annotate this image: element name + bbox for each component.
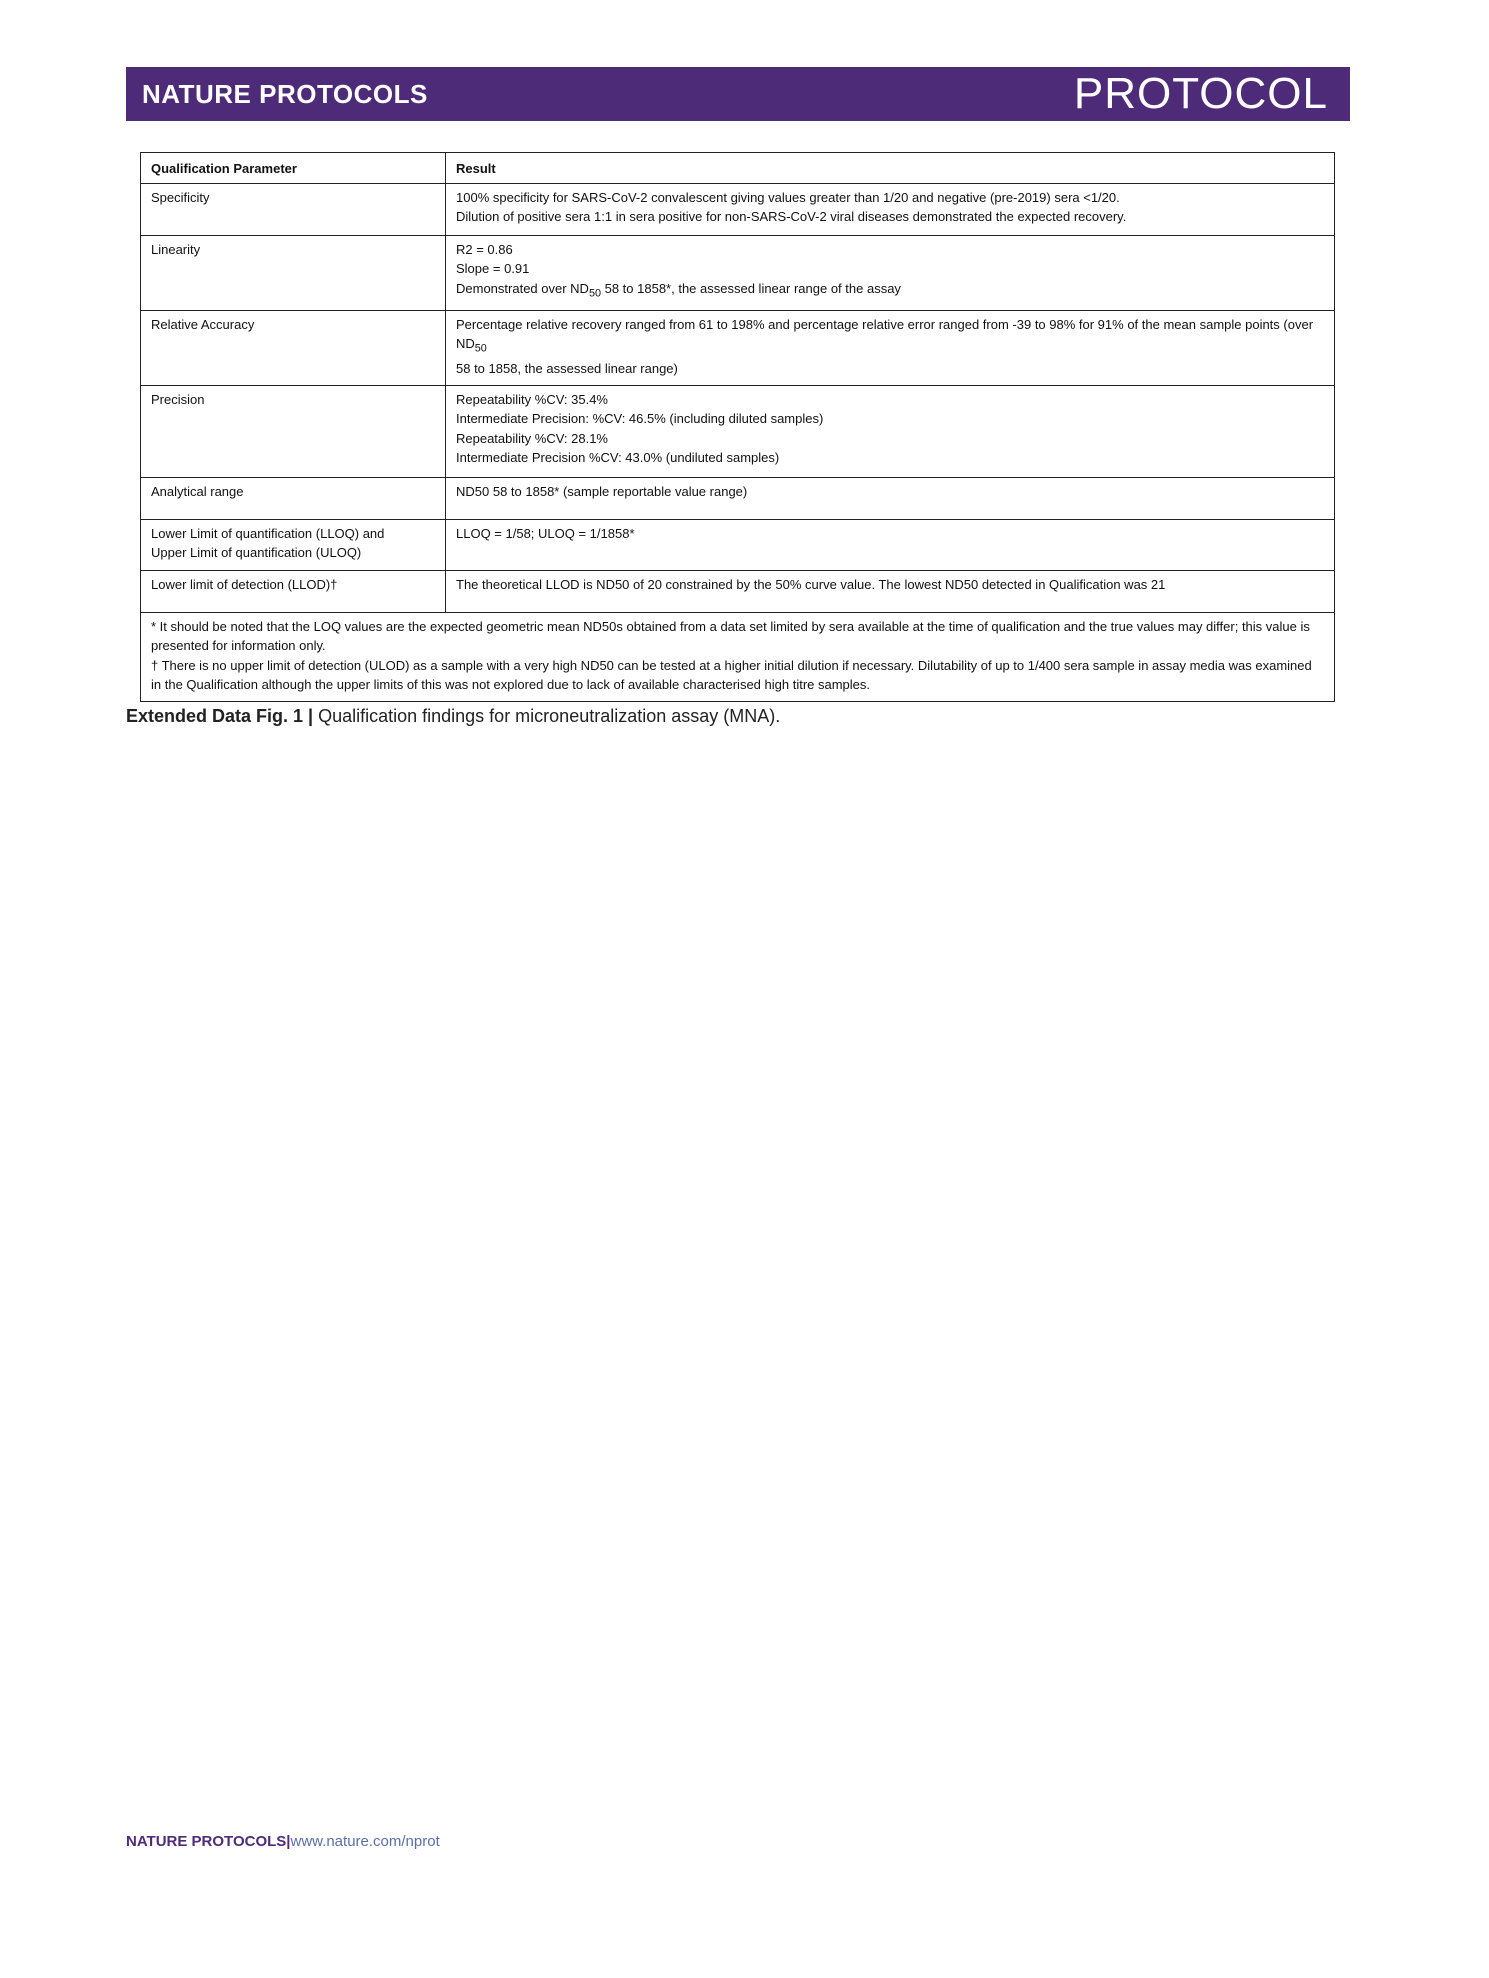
footer-journal-name: NATURE PROTOCOLS (126, 1833, 287, 1850)
table-row (141, 310, 1335, 385)
figure-label: Extended Data Fig. 1 | (126, 706, 314, 726)
result-cell (446, 310, 1335, 385)
result-line: The theoretical LLOD is ND50 of 20 constrained by the 50% curve value. The lowest ND50 detected in Qualification was 21 (456, 576, 1166, 592)
subscript: 50 (588, 287, 601, 300)
column-header-result: Result (446, 153, 1335, 184)
table-row (141, 235, 1335, 310)
result-line (456, 315, 1324, 360)
parameter-cell (141, 519, 446, 570)
result-line (456, 279, 1324, 304)
table-row (141, 477, 1335, 519)
parameter-cell: Lower limit of detection (LLOD)† (141, 570, 446, 612)
footnote-dagger: † There is no upper limit of detection (ULOD) as a sample with a very high ND50 can be tested at a higher initial dilution if necessary. Dilutability of up to 1/400 sera sample in assay media was examined in the Qualification although the upper limits of this was not explored due to lack of available characterised high titre samples. (151, 657, 1312, 693)
journal-name: NATURE PROTOCOLS (142, 78, 428, 109)
result-line: Dilution of positive sera 1:1 in sera positive for non-SARS-CoV-2 viral diseases demonstrated the expected recovery. (456, 209, 1127, 224)
result-line: Repeatability %CV: 28.1% (456, 430, 608, 446)
parameter-line: Upper Limit of quantification (ULOQ) (151, 545, 362, 561)
table-header-row (141, 153, 1335, 184)
column-header-parameter: Qualification Parameter (141, 153, 446, 184)
result-line: Repeatability %CV: 35.4% (456, 391, 608, 407)
parameter-cell: Specificity (141, 183, 446, 235)
parameter-cell: Relative Accuracy (141, 310, 446, 385)
table-row (141, 519, 1335, 570)
result-text: 58 to 1858*, the assessed linear range of the assay (601, 280, 901, 296)
result-cell (446, 235, 1335, 310)
journal-header-bar (126, 67, 1350, 121)
table-row (141, 385, 1335, 477)
figure-caption (126, 706, 780, 727)
table-row (141, 183, 1335, 235)
result-line: R2 = 0.86 (456, 241, 513, 257)
result-line: Intermediate Precision %CV: 43.0% (undiluted samples) (456, 450, 780, 466)
result-line: 100% specificity for SARS-CoV-2 convalescent giving values greater than 1/20 and negative (pre-2019) sera <1/20. (456, 189, 1120, 205)
result-cell (446, 183, 1335, 235)
result-text: Percentage relative recovery ranged from 61 to 198% and percentage relative error ranged from -39 to 98% for 91% of the mean sample points (over ND (456, 316, 1314, 352)
footer-url-link[interactable]: www.nature.com/nprot (290, 1833, 440, 1850)
parameter-cell: Precision (141, 385, 446, 477)
result-line: Slope = 0.91 (456, 261, 530, 276)
result-cell (446, 570, 1335, 612)
section-label: PROTOCOL (1073, 69, 1328, 118)
page-footer (126, 1833, 440, 1850)
figure-caption-text: Qualification findings for microneutralization assay (MNA). (313, 706, 781, 726)
parameter-line: Lower Limit of quantification (LLOQ) and (151, 525, 385, 541)
result-cell (446, 385, 1335, 477)
footnote-asterisk: * It should be noted that the LOQ values are the expected geometric mean ND50s obtained from a data set limited by sera available at the time of qualification and the true values may differ; this value is presented for information only. (151, 618, 1310, 654)
result-line: Intermediate Precision: %CV: 46.5% (including diluted samples) (456, 411, 824, 427)
qualification-table (140, 152, 1335, 702)
result-line: 58 to 1858, the assessed linear range) (456, 361, 678, 377)
result-line: LLOQ = 1/58; ULOQ = 1/1858* (456, 525, 635, 541)
result-cell (446, 477, 1335, 519)
result-text: Demonstrated over ND (456, 280, 589, 296)
table-row (141, 570, 1335, 612)
result-line: ND50 58 to 1858* (sample reportable value range) (456, 483, 748, 499)
subscript: 50 (474, 342, 487, 355)
footer-separator: | (286, 1833, 291, 1850)
table-notes-row (141, 612, 1335, 701)
parameter-cell: Linearity (141, 235, 446, 310)
table-notes (141, 612, 1335, 701)
parameter-cell: Analytical range (141, 477, 446, 519)
result-cell (446, 519, 1335, 570)
